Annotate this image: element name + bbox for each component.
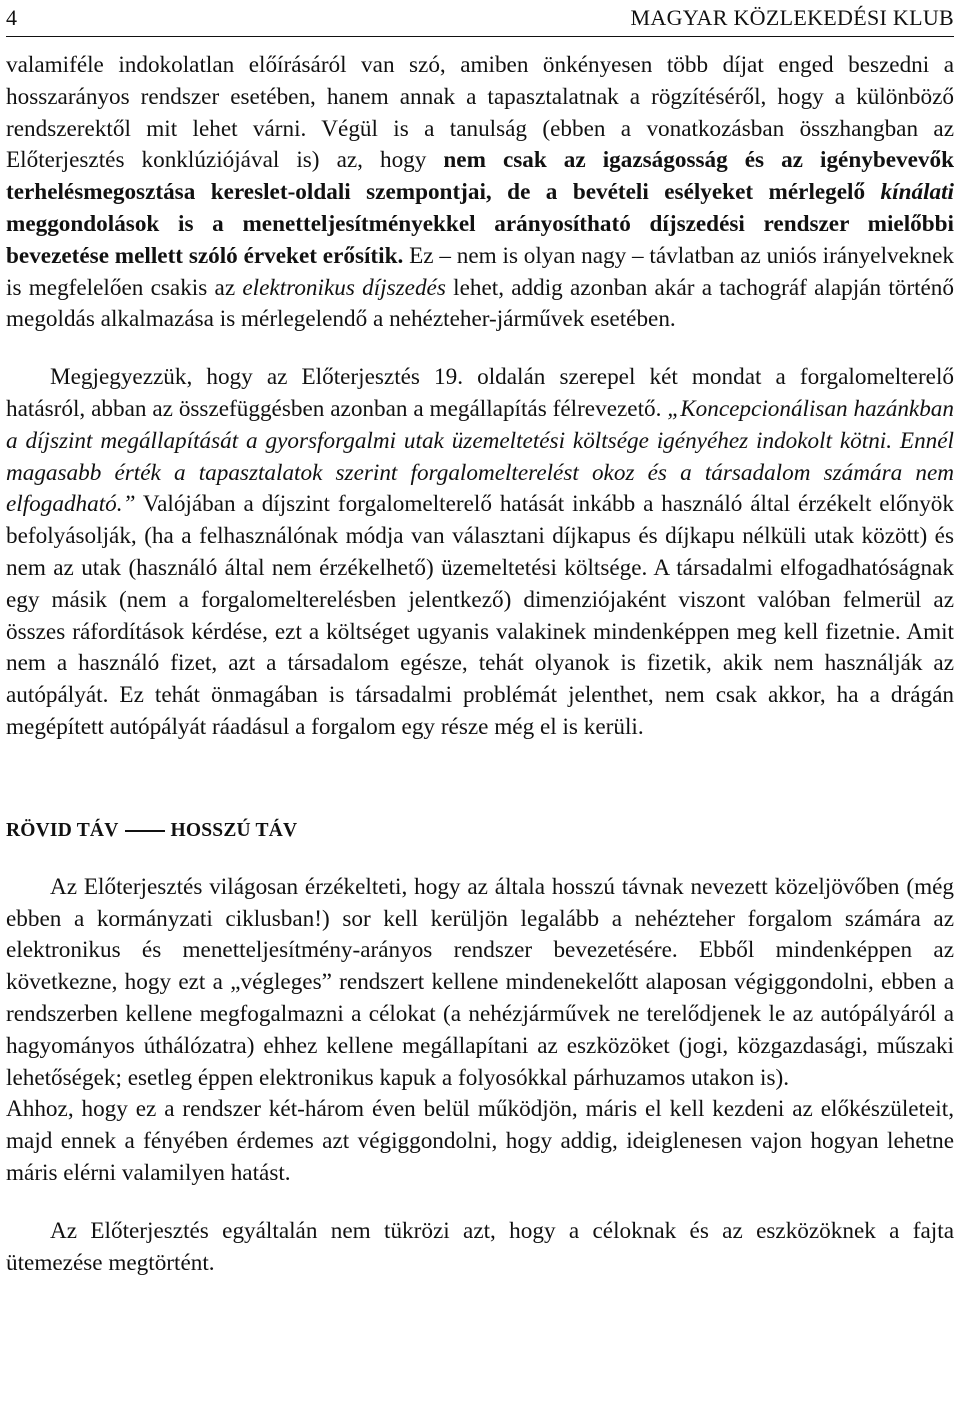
- paragraph-1-text-c: Ez – nem is olyan nagy – távlatban az uniós irányelveknek is megfelelően csakis az: [6, 242, 954, 301]
- paragraph-2-text-a: Megjegyezzük, hogy az Előterjesztés 19. oldalán szerepel két mondat a forgalomelterelő hatásról, abban az összefüggésben azonban a megállapítás félrevezető.: [6, 364, 954, 422]
- paragraph-1-text-d: lehet, addig azonban akár a tachográf alapján történő megoldás alkalmazása is mérlegelendő a nehézteher-járművek esetében.: [6, 274, 954, 333]
- paragraph-2-quote: „Koncepcionálisan hazánkban a díjszint megállapítását a gyorsforgalmi utak üzemeltetési költsége igényéhez indokolt kötni. Ennél magasabb érték a tapasztalatok szerint forgalomelterelést okoz és a társadalom számára nem elfogadható.”: [6, 395, 954, 518]
- section-heading-right: HOSSZÚ TÁV: [170, 819, 298, 841]
- paragraph-1-bold-italic: kínálati: [880, 179, 954, 206]
- page-number: 4: [6, 5, 17, 30]
- section-heading: [6, 818, 954, 844]
- paragraph-1-bold: nem csak az igazságosság és az igénybevevők terhelésmegosztása kereslet-oldali szempontjai, de a bevételi esélyeket mérlegelő: [6, 147, 954, 206]
- page-header: [6, 0, 954, 37]
- paragraph-1-text-a: valamiféle indokolatlan előírásáról van szó, amiben önkényesen több díjat enged beszedni a hosszarányos rendszer esetében, hanem annak a tapasztalatnak a rögzítéséről, hogy a különböző rendszerektől mit lehet várni.: [6, 52, 954, 142]
- section-heading-left: RÖVID TÁV: [6, 819, 119, 841]
- paragraph-2-text-b: Valójában a díjszint forgalomelterelő hatását inkább a használó által érzékelt előnyök befolyásolják, (ha a felhasználónak módja van választani díjkapus és díjkapu nélküli utak között) és nem az utak (használó által nem érzékelhető) üzemeltetési költsége. A társadalmi elfogadhatóságnak egy másik (nem a forgalomelterelésben jelentkező) dimenziójaként viszont valóban felmerül az összes ráfordítások kérdése, ezt a költséget ugyanis valakinek mindenképpen meg kell fizetnie. Amit nem a használó fizet, azt a társadalom egésze, tehát olyanok is fizetik, akik nem használják az autópályát. Ez tehát önmagában is társadalmi problémát jelenthet, nem csak akkor, ha a drágán megépített autópályát ráadásul a forgalom egy része még el is kerüli.: [6, 491, 954, 740]
- paragraph-1-italic: elektronikus díjszedés: [242, 274, 446, 301]
- paragraph-1-bold-2: meggondolások is a menetteljesítményekkel arányosítható díjszedési rendszer mielőbbi bevezetése mellett szóló érveket erősítik.: [6, 210, 954, 269]
- paragraph-3: Az Előterjesztés világosan érzékelteti, hogy az általa hosszú távnak nevezett közeljövőben (még ebben a kormányzati ciklusban!) sor kell kerüljön legalább a nehézteher forgalom számára az elektronikus és menetteljesítmény-arányos rendszer bevezetésére. Ebből mindenképpen az következne, hogy ezt a „végleges” rendszert kellene mindenekelőtt alaposan végiggondolni, ebben a rendszerben kellene megfogalmazni a célokat (a nehézjárművek ne terelődjenek le az autópályáról a hagyományos úthálózatra) ehhez kellene megállapítani az eszközöket (jogi, közgazdasági, műszaki lehetőségek; esetleg éppen elektronikus kapuk a folyosókkal párhuzamos utakon is).: [6, 873, 954, 1091]
- paragraph-5: Az Előterjesztés egyáltalán nem tükrözi azt, hogy a céloknak és az eszközöknek a fajta ütemezése megtörtént.: [6, 1217, 954, 1276]
- heading-dash: [125, 830, 165, 832]
- paragraph-1-text-b: Végül is a tanulság (ebben a vonatkozásban összhangban az Előterjesztés konklúziójával is) az, hogy: [6, 115, 954, 174]
- article-body: [6, 50, 954, 1279]
- paragraph-4: Ahhoz, hogy ez a rendszer két-három éven belül működjön, máris el kell kezdeni az előkészületeit, majd ennek a fényében érdemes azt végiggondolni, hogy addig, ideiglenesen vajon hogyan lehetne máris elérni valamilyen hatást.: [6, 1096, 954, 1186]
- paragraph-2: [6, 362, 954, 744]
- paragraph-1: [6, 50, 954, 336]
- journal-title: MAGYAR KÖZLEKEDÉSI KLUB: [630, 5, 954, 30]
